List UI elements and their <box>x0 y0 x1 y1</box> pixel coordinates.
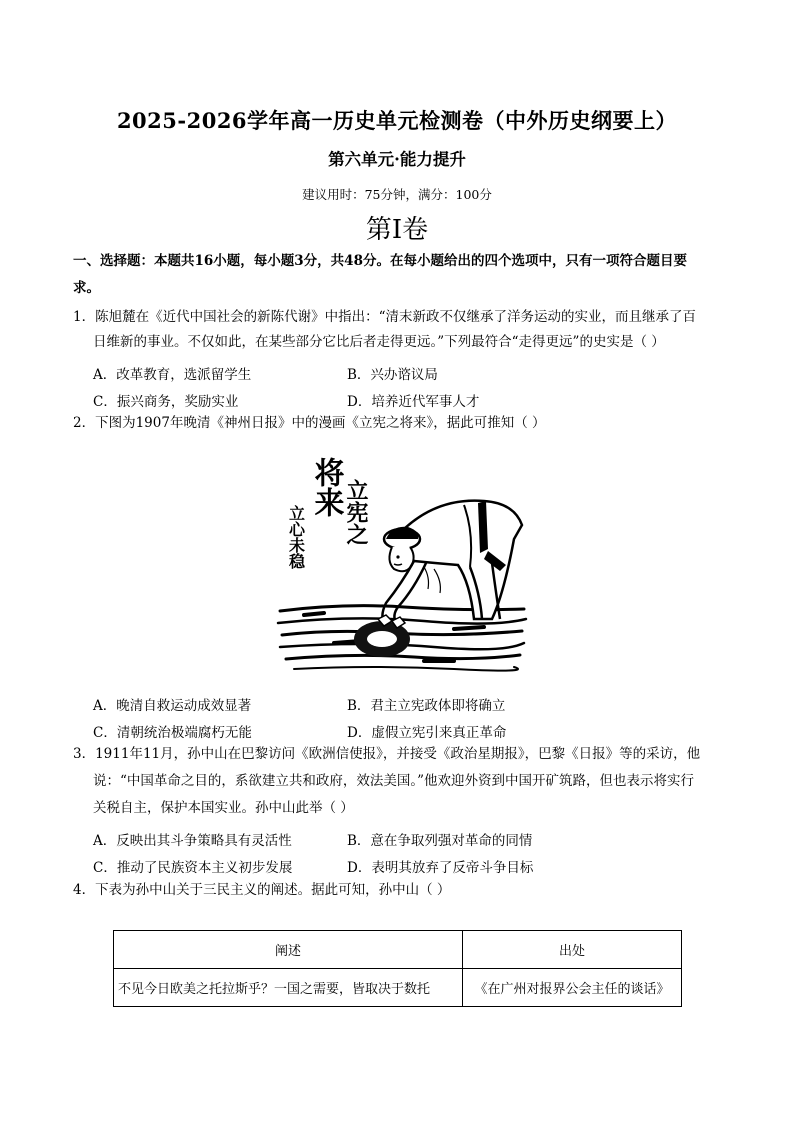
question-3-option-d: D．表明其放弃了反帝斗争目标 <box>347 860 534 876</box>
page-title: 2025-2026学年高一历史单元检测卷（中外历史纲要上） <box>116 108 678 133</box>
question-3-line-1: 3．1911年11月，孙中山在巴黎访问《欧洲信使报》，并接受《政治星期报》，巴黎《日报》等的采访，他 <box>73 746 701 762</box>
question-3-option-b: B．意在争取列强对革命的同情 <box>347 833 533 849</box>
question-3-option-a: A．反映出其斗争策略具有灵活性 <box>93 833 292 849</box>
question-1-line-2: 日维新的事业。不仅如此，在某些部分它比后者走得更远。”下列最符合“走得更远”的史实是（ ） <box>93 334 665 350</box>
section-instruction-cont: 求。 <box>73 280 100 296</box>
question-2-option-d: D．虚假立宪引来真正革命 <box>347 725 507 741</box>
question-1-option-c: C．振兴商务，奖励实业 <box>93 394 239 410</box>
table-header-statement: 阐述 <box>114 931 463 969</box>
question-4-line-1: 4．下表为孙中山关于三民主义的阐述。据此可知，孙中山（ ） <box>73 882 451 898</box>
question-1-option-a: A．改革教育，选派留学生 <box>93 367 252 383</box>
question-2-option-c: C．清朝统治极端腐朽无能 <box>93 725 252 741</box>
volume-heading: 第Ⅰ卷 <box>365 215 429 245</box>
question-1-option-d: D．培养近代军事人才 <box>347 394 480 410</box>
time-info: 建议用时：75分钟，满分：100分 <box>302 187 492 202</box>
table-row <box>114 969 682 1007</box>
question-1-option-b: B．兴办谘议局 <box>347 367 438 383</box>
table-cell-source: 《在广州对报界公会主任的谈话》 <box>463 969 682 1007</box>
table-header-row <box>114 931 682 969</box>
cartoon-text-right: 立宪之 <box>343 479 369 545</box>
question-3-option-c: C．推动了民族资本主义初步发展 <box>93 860 293 876</box>
table-cell-statement: 不见今日欧美之托拉斯乎？一国之需要，皆取决于数托 <box>114 969 463 1007</box>
section-instruction: 一、选择题：本题共16小题，每小题3分，共48分。在每小题给出的四个选项中，只有一项符合题目要 <box>73 253 687 269</box>
question-2-option-b: B．君主立宪政体即将确立 <box>347 698 506 714</box>
question-3-line-2: 说：“中国革命之目的，系欲建立共和政府，效法美国。”他欢迎外资到中国开矿筑路，但也表示将实行 <box>93 773 695 789</box>
cartoon-text-big: 将来 <box>308 457 344 517</box>
question-3-line-3: 关税自主，保护本国实业。孙中山此举（ ） <box>93 800 354 816</box>
sun-yat-sen-table <box>113 930 682 1007</box>
cartoon-image <box>274 443 528 675</box>
question-1-line-1: 1．陈旭麓在《近代中国社会的新陈代谢》中指出：“清末新政不仅继承了洋务运动的实业，而且继承了百 <box>73 309 696 325</box>
page-subtitle: 第六单元·能力提升 <box>328 150 466 169</box>
table-header-source: 出处 <box>463 931 682 969</box>
question-2-line-1: 2．下图为1907年晚清《神州日报》中的漫画《立宪之将来》，据此可推知（ ） <box>73 415 546 431</box>
question-2-option-a: A．晚清自救运动成效显著 <box>93 698 252 714</box>
cartoon-text-left: 立心未稳 <box>286 505 306 569</box>
